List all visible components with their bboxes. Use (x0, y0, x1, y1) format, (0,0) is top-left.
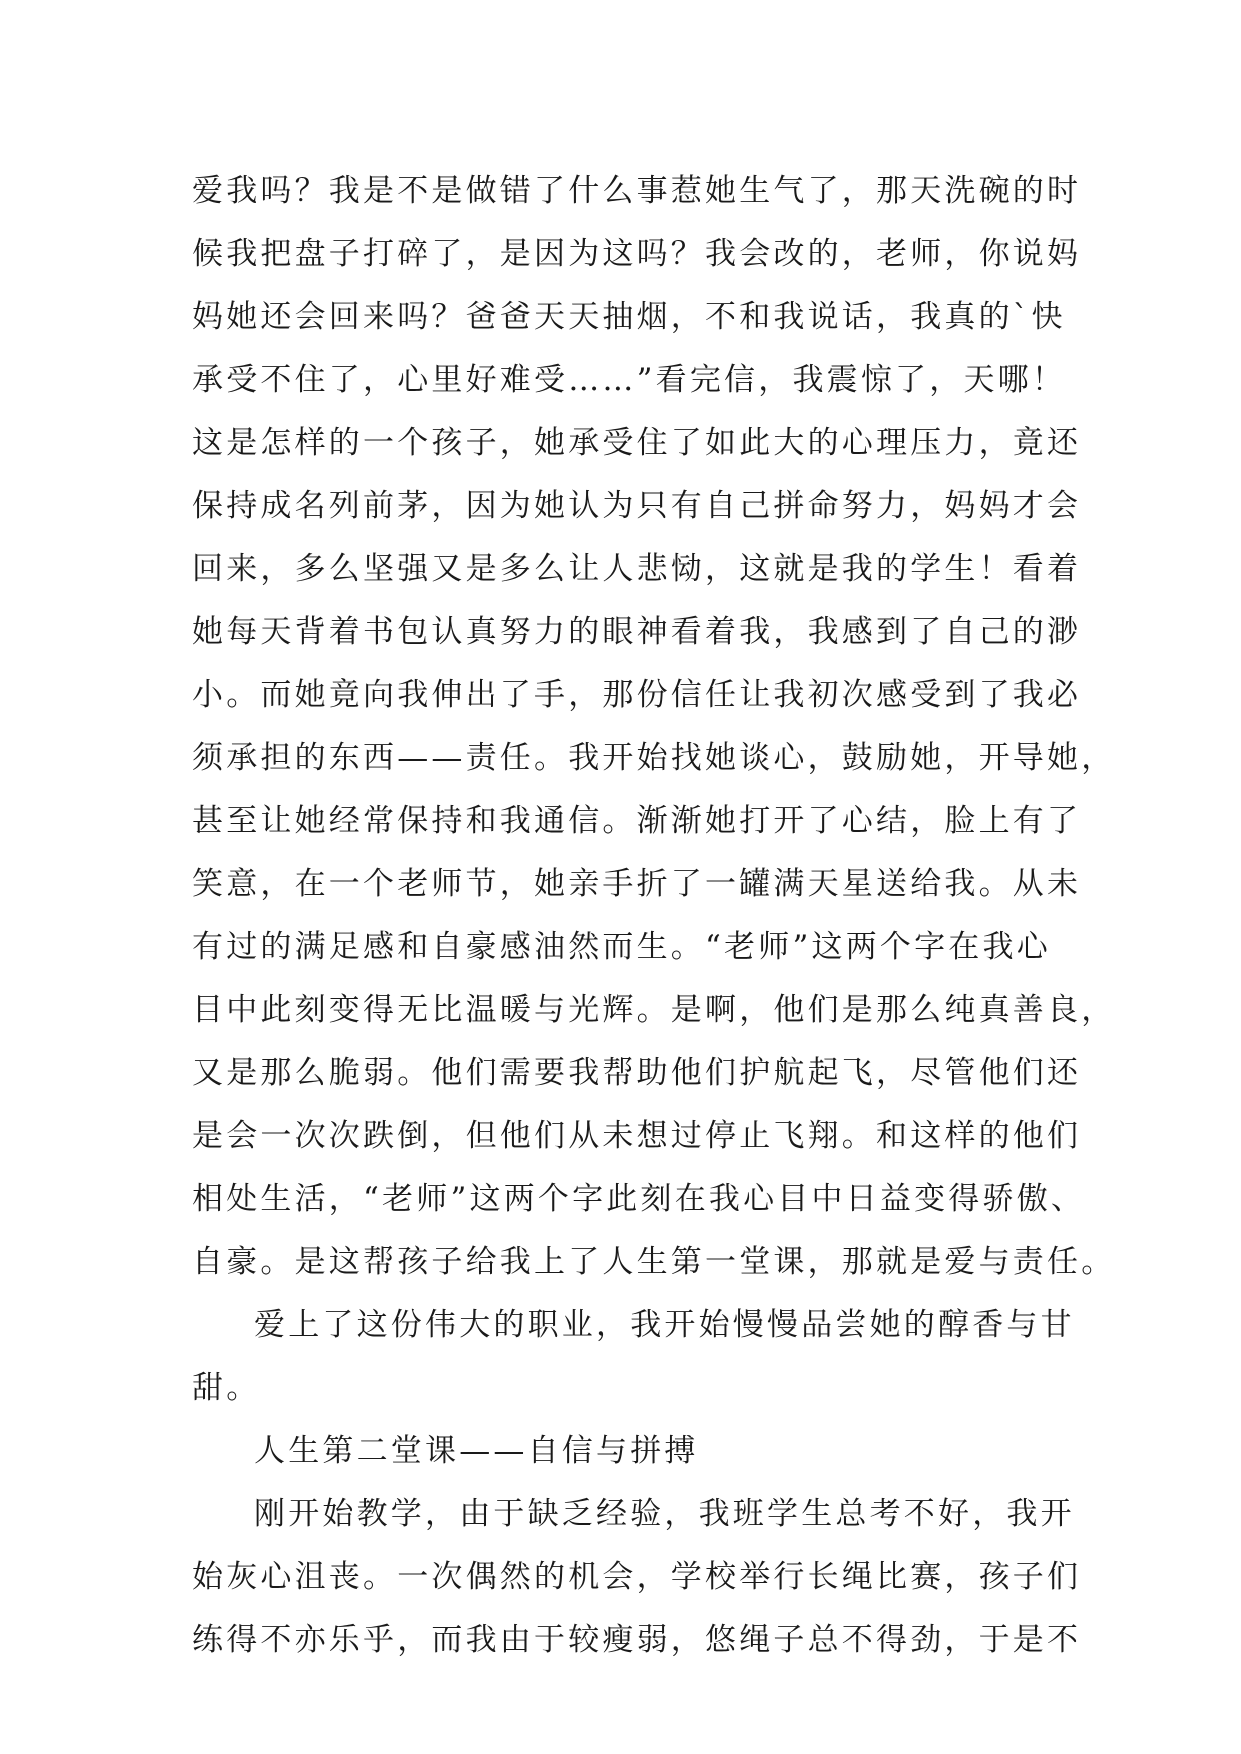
text-line: 甜。 (192, 1370, 261, 1406)
paragraph-first-line: 刚开始教学，由于缺乏经验，我班学生总考不好，我开 (254, 1496, 1075, 1532)
section-heading: 人生第二堂课——自信与拼搏 (254, 1433, 699, 1469)
document-body (192, 160, 1116, 1672)
text-line: 练得不亦乐乎，而我由于较瘦弱，悠绳子总不得劲，于是不 (192, 1622, 1082, 1658)
text-line: 这是怎样的一个孩子，她承受住了如此大的心理压力，竟还 (192, 425, 1082, 461)
text-line: 目中此刻变得无比温暖与光辉。是啊，他们是那么纯真善良， (192, 992, 1116, 1028)
text-line: 须承担的东西——责任。我开始找她谈心，鼓励她，开导她， (192, 740, 1116, 776)
text-line: 保持成名列前茅，因为她认为只有自己拼命努力，妈妈才会 (192, 488, 1082, 524)
text-line: 小。而她竟向我伸出了手，那份信任让我初次感受到了我必 (192, 677, 1082, 713)
paragraph-first-line: 爱上了这份伟大的职业，我开始慢慢品尝她的醇香与甘 (254, 1307, 1075, 1343)
text-line: 笑意，在一个老师节，她亲手折了一罐满天星送给我。从未 (192, 866, 1082, 902)
text-line: 有过的满足感和自豪感油然而生。“老师”这两个字在我心 (192, 929, 1051, 965)
text-line: 承受不住了，心里好难受……”看完信，我震惊了，天哪！ (192, 362, 1067, 398)
text-line: 自豪。是这帮孩子给我上了人生第一堂课，那就是爱与责任。 (192, 1244, 1116, 1280)
text-line: 是会一次次跌倒，但他们从未想过停止飞翔。和这样的他们 (192, 1118, 1082, 1154)
text-line: 她每天背着书包认真努力的眼神看着我，我感到了自己的渺 (192, 614, 1082, 650)
text-line: 妈她还会回来吗？爸爸天天抽烟，不和我说话，我真的`快 (192, 299, 1066, 335)
text-line: 又是那么脆弱。他们需要我帮助他们护航起飞，尽管他们还 (192, 1055, 1082, 1091)
text-line: 始灰心沮丧。一次偶然的机会，学校举行长绳比赛，孩子们 (192, 1559, 1082, 1595)
text-line: 甚至让她经常保持和我通信。渐渐她打开了心结，脸上有了 (192, 803, 1082, 839)
text-line: 相处生活，“老师”这两个字此刻在我心目中日益变得骄傲、 (192, 1181, 1086, 1217)
text-line: 回来，多么坚强又是多么让人悲恸，这就是我的学生！看着 (192, 551, 1082, 587)
text-line: 爱我吗？我是不是做错了什么事惹她生气了，那天洗碗的时 (192, 173, 1082, 209)
text-line: 候我把盘子打碎了，是因为这吗？我会改的，老师，你说妈 (192, 236, 1082, 272)
